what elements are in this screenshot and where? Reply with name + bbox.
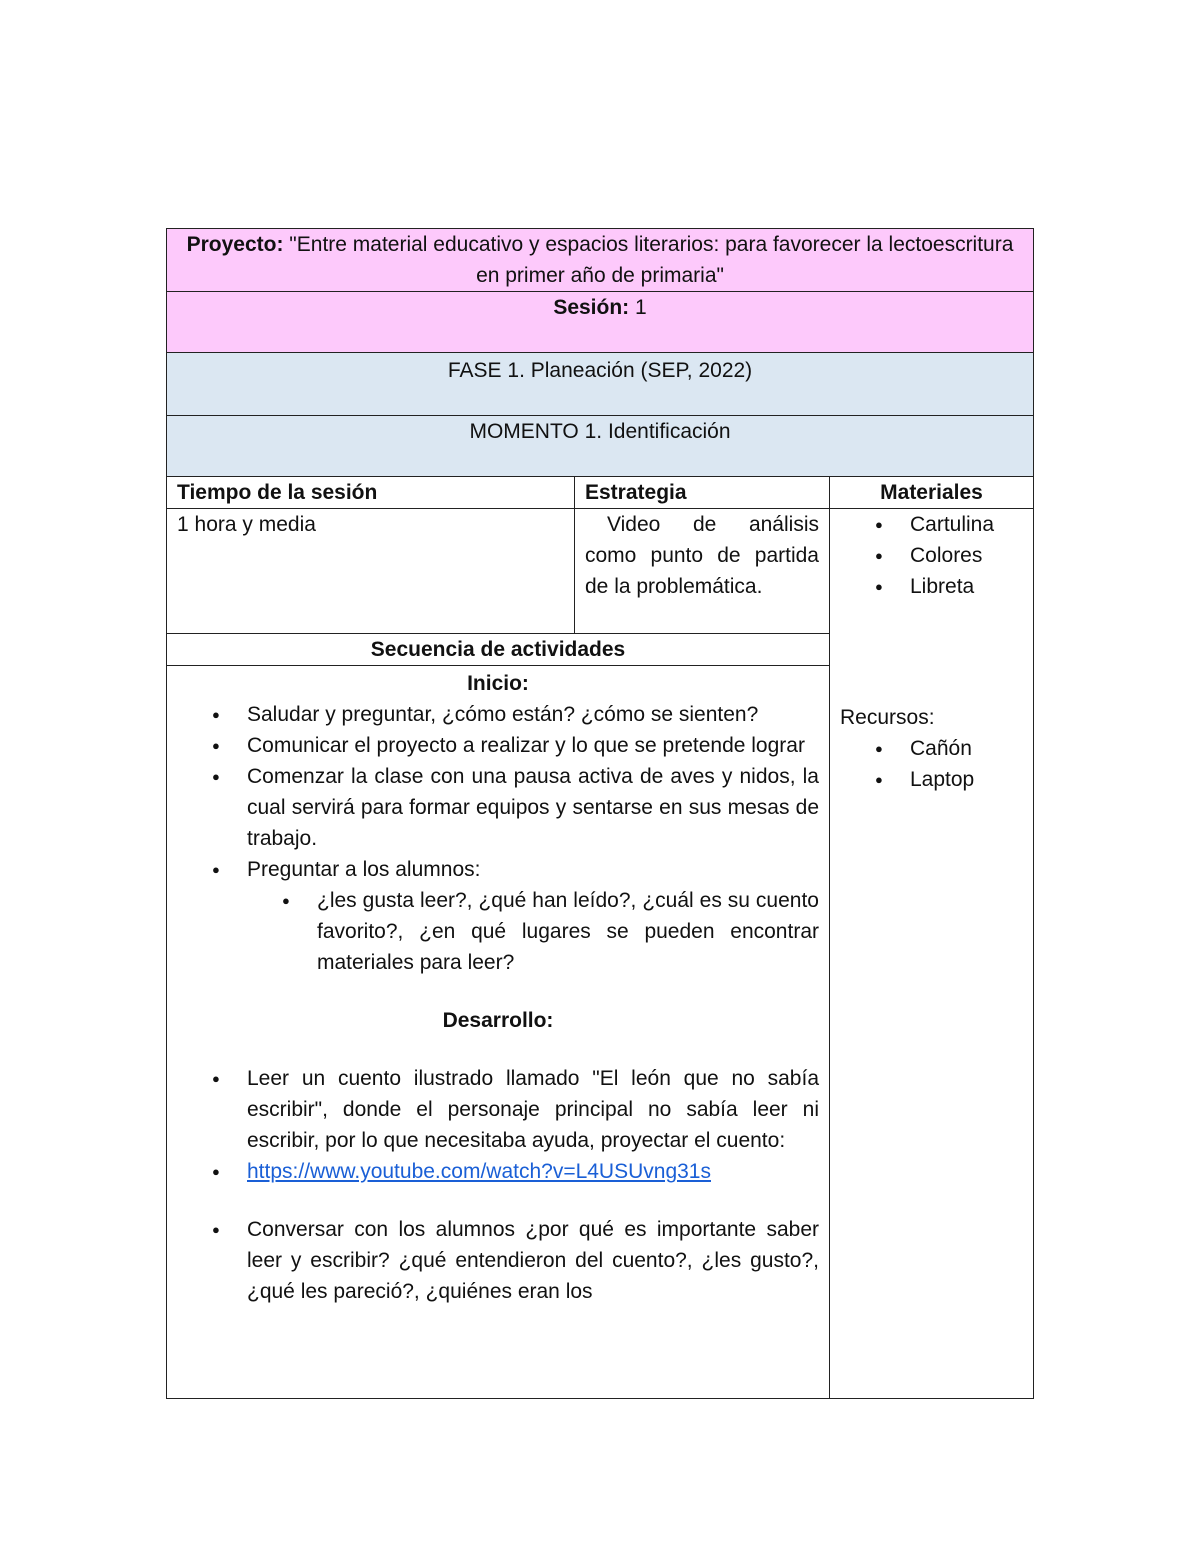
desarrollo-list [177,1063,819,1187]
resources-list [840,733,1023,795]
strategy-value: Video de análisis como punto de partida de la problemática. [575,509,830,634]
strategy-header: Estrategia [575,477,830,509]
list-item: ● Comunicar el proyecto a realizar y lo que se pretende lograr [247,730,819,761]
project-label: Proyecto: [186,233,284,256]
list-item [247,1156,819,1187]
desarrollo-list-2 [177,1214,819,1307]
sequence-cell [167,666,830,1399]
list-item [247,854,819,978]
phase-cell [167,353,1034,416]
materials-list [840,509,1023,602]
list-item: ● Comenzar la clase con una pausa activa de aves y nidos, la cual servirá para formar equipos y sentarse en sus mesas de trabajo. [247,761,819,854]
desarrollo-title: Desarrollo: [442,1009,554,1032]
materials-cell [830,509,1034,1399]
question-intro: Preguntar a los alumnos: [247,858,481,881]
materials-header: Materiales [830,477,1034,509]
project-cell [167,229,1034,292]
list-item: ● ¿les gusta leer?, ¿qué han leído?, ¿cuál es su cuento favorito?, ¿en qué lugares se pueden encontrar materiales para leer? [317,885,819,978]
list-item: ● Colores [910,540,1023,571]
time-header: Tiempo de la sesión [167,477,575,509]
list-item: ● Leer un cuento ilustrado llamado "El león que no sabía escribir", donde el personaje principal no sabía leer ni escribir, por lo que necesitaba ayuda, proyectar el cuento: [247,1063,819,1156]
list-item: ● Conversar con los alumnos ¿por qué es importante saber leer y escribir? ¿qué entendieron del cuento?, ¿les gusto?, ¿qué les pareció?, ¿quiénes eran los [247,1214,819,1307]
session-value: 1 [635,296,647,319]
moment-text: MOMENTO 1. Identificación [469,420,731,443]
list-item: ● Cañón [910,733,1023,764]
moment-cell [167,416,1034,477]
project-title: "Entre material educativo y espacios literarios: para favorecer la lectoescritura en primer año de primaria" [289,233,1014,287]
session-label: Sesión: [553,296,630,319]
inicio-list [177,699,819,978]
resources-label: Recursos: [840,706,935,729]
list-item: ● Cartulina [910,509,1023,540]
list-item: ● Saludar y preguntar, ¿cómo están? ¿cómo se sienten? [247,699,819,730]
list-item: ● Laptop [910,764,1023,795]
time-value: 1 hora y media [167,509,575,634]
list-item: ● Libreta [910,571,1023,602]
sequence-header: Secuencia de actividades [167,634,830,666]
session-cell [167,292,1034,353]
inicio-title: Inicio: [467,672,529,695]
planning-table [166,228,1034,1399]
phase-text: FASE 1. Planeación (SEP, 2022) [447,359,753,382]
question-sublist [247,885,819,978]
video-link[interactable]: https://www.youtube.com/watch?v=L4USUvng31s [247,1160,711,1183]
